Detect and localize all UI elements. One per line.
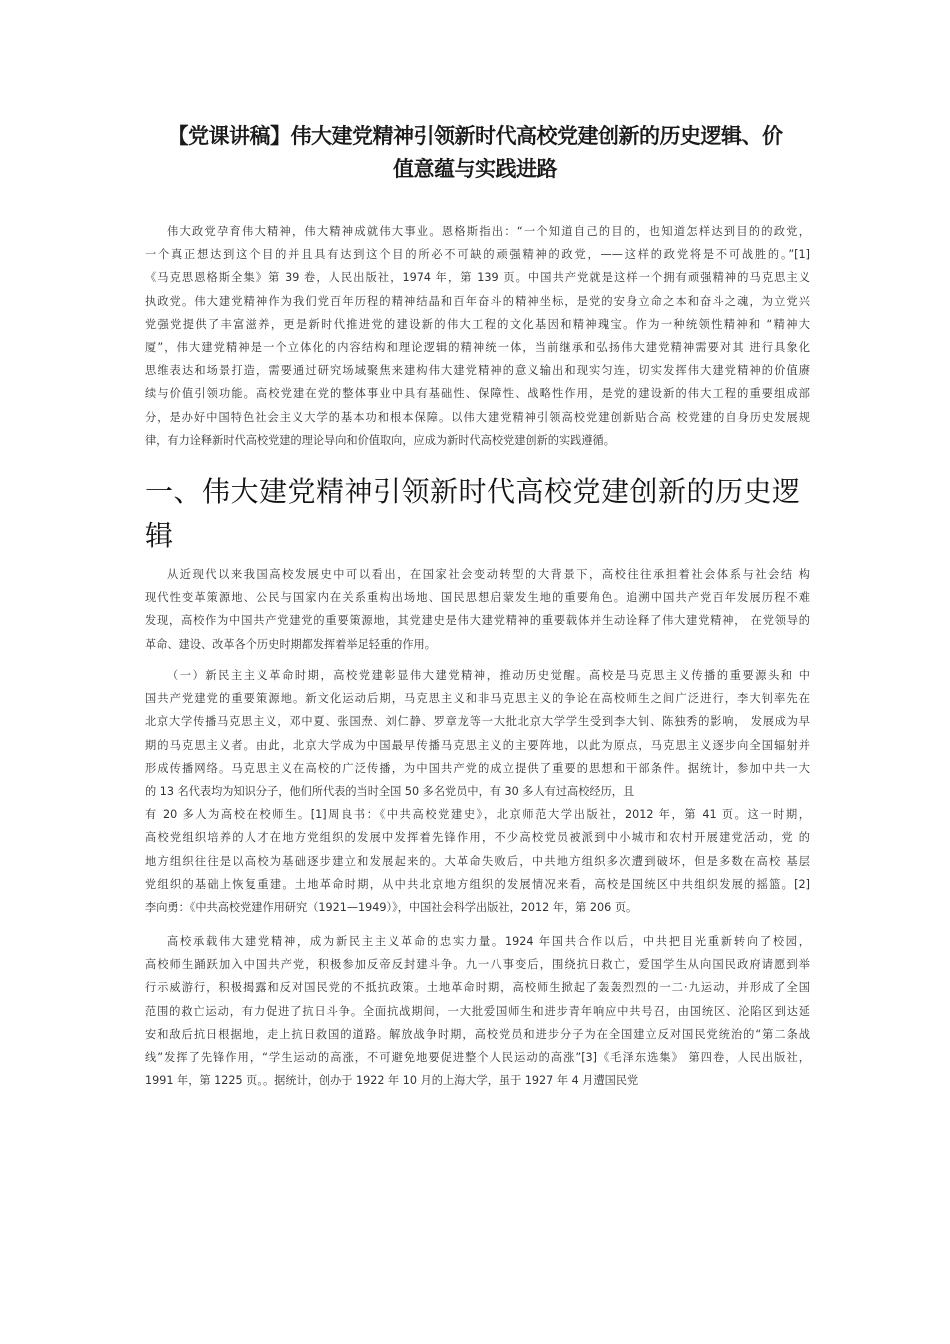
section1-paragraph-1 [145, 563, 810, 656]
text-line: （一）新民主主义革命时期，高校党建彰显伟大建党精神，推动历史觉醒。高校是马克思主义传播的重要源头和 中 [167, 669, 810, 682]
text-line: 分，是办好中国特色社会主义大学的基本功和根本保障。以伟大建党精神引领高校党建创新贴合高 校党建的自身历史发展规 [145, 410, 810, 424]
text-line: 1991 年，第 1225 页。。据统计，创办于 1922 年 10 月的上海大学，虽于 1927 年 4 月遭国民党 [145, 1074, 639, 1088]
text-line: 李向勇：《中共高校党建作用研究（1921—1949）》，中国社会科学出版社，2012 年，第 206 页。 [145, 901, 638, 915]
text-line: 线”发挥了先锋作用，“学生运动的高涨，不可避免地要促进整个人民运动的高涨”[3]《毛泽东选集》 第四卷，人民出版社， [145, 1051, 810, 1065]
text-line: 党强党提供了丰富滋养，更是新时代推进党的建设新的伟大工程的文化基因和精神瑰宝。作为一种统领性精神和 “精神大 [145, 317, 810, 331]
section1-paragraph-3 [145, 930, 810, 1092]
document-title-line-1: 【党课讲稿】伟大建党精神引领新时代高校党建创新的历史逻辑、价 [167, 124, 783, 148]
text-line: 有 20 多人为高校在校师生。[1]周良书：《中共高校党建史》，北京师范大学出版社，2012 年，第 41 页。这一时期， [145, 808, 810, 822]
text-line: 行示威游行，积极揭露和反对国民党的不抵抗政策。土地革命时期，高校师生掀起了轰轰烈烈的一二·九运动，并形成了全国 [145, 981, 810, 995]
text-line: 一个真正想达到这个目的并且具有达到这个目的所必不可缺的顽强精神的政党，——这样的政党将是不可战胜的。”[1] [145, 248, 810, 262]
text-line: 的 13 名代表均为知识分子，他们所代表的当时全国 50 多名党员中，有 30 多人有过高校经历，且 [145, 785, 635, 799]
text-line: 革命、建设、改革各个历史时期都发挥着举足轻重的作用。 [145, 637, 436, 651]
section1-paragraph-2 [145, 664, 810, 919]
text-line: 《马克思恩格斯全集》第 39 卷，人民出版社，1974 年，第 139 页。中国共产党就是这样一个拥有顽强精神的马克思主义 [145, 271, 810, 285]
text-line: 形成传播网络。马克思主义在高校的广泛传播，为中国共产党的成立提供了重要的思想和干部条件。据统计，参加中共一大 [145, 761, 810, 775]
text-line: 发现，高校作为中国共产党建党的重要策源地，其党建史是伟大建党精神的重要载体并生动诠释了伟大建党精神， 在党领导的 [145, 614, 810, 628]
text-line: 伟大政党孕育伟大精神，伟大精神成就伟大事业。恩格斯指出：“一个知道自己的目的，也知道怎样达到目的的政党， [167, 225, 810, 238]
text-line: 地方组织往往是以高校为基础逐步建立和发展起来的。大革命失败后，中共地方组织多次遭到破坏，但是多数在高校 基层 [145, 854, 810, 868]
text-line: 北京大学传播马克思主义，邓中夏、张国焘、刘仁静、罗章龙等一大批北京大学学生受到李大钊、陈独秀的影响， 发展成为早 [145, 715, 810, 729]
text-line: 续与价值引领功能。高校党建在党的整体事业中具有基础性、保障性、战略性作用，是党的建设新的伟大工程的重要组成部 [145, 387, 810, 401]
text-line: 高校师生踊跃加入中国共产党，积极参加反帝反封建斗争。九一八事变后，围绕抗日救亡，爱国学生从向国民政府请愿到举 [145, 958, 810, 972]
document-title-line-2: 值意蕴与实践进路 [393, 157, 557, 181]
text-line: 范围的救亡运动，有力促进了抗日斗争。全面抗战期间，一大批爱国师生和进步青年响应中共号召，由国统区、沦陷区到达延 [145, 1004, 810, 1018]
text-line: 高校承载伟大建党精神，成为新民主主义革命的忠实力量。1924 年国共合作以后，中共把目光重新转向了校园， [167, 935, 810, 948]
section-heading [145, 470, 810, 558]
text-line: 现代性变革策源地、公民与国家内在关系重构出场地、国民思想启蒙发生地的重要角色。追溯中国共产党百年发展历程不难 [145, 591, 810, 605]
text-line: 党组织的基础上恢复重建。土地革命时期，从中共北京地方组织的发展情况来看，高校是国统区中共组织发展的摇篮。[2] [145, 877, 810, 891]
text-line: 国共产党建党的重要策源地。新文化运动后期，马克思主义和非马克思主义的争论在高校师生之间广泛进行，李大钊率先在 [145, 692, 810, 706]
text-line: 执政党。伟大建党精神作为我们党百年历程的精神结晶和百年奋斗的精神坐标，是党的安身立命之本和奋斗之魂，为立党兴 [145, 294, 810, 308]
text-line: 期的马克思主义者。由此，北京大学成为中国最早传播马克思主义的主要阵地，以此为原点，马克思主义逐步向全国辐射并 [145, 738, 810, 752]
intro-paragraph [145, 220, 810, 452]
text-line: 从近现代以来我国高校发展史中可以看出，在国家社会变动转型的大背景下，高校往往承担着社会体系与社会结 构 [167, 568, 810, 581]
document-title [140, 120, 810, 186]
section-heading-line-1: 一、伟大建党精神引领新时代高校党建创新的历史逻 [145, 475, 801, 508]
text-line: 律，有力诠释新时代高校党建的理论导向和价值取向，应成为新时代高校党建创新的实践遵循。 [145, 433, 615, 447]
text-line: 高校党组织培养的人才在地方党组织的发展中发挥着先锋作用，不少高校党员被派到中小城市和农村开展建党活动，党 的 [145, 831, 810, 845]
text-line: 厦”，伟大建党精神是一个立体化的内容结构和理论逻辑的精神统一体，当前继承和弘扬伟大建党精神需要对其 进行具象化 [145, 341, 810, 355]
section-heading-line-2: 辑 [145, 519, 174, 552]
text-line: 思维表达和场景打造，需要通过研究场域聚焦来建构伟大建党精神的意义输出和现实匀连，切实发挥伟大建党精神的价值赓 [145, 364, 810, 378]
text-line: 安和敌后抗日根据地，走上抗日救国的道路。解放战争时期，高校党员和进步分子为在全国建立反对国民党统治的“第二条战 [145, 1027, 810, 1041]
